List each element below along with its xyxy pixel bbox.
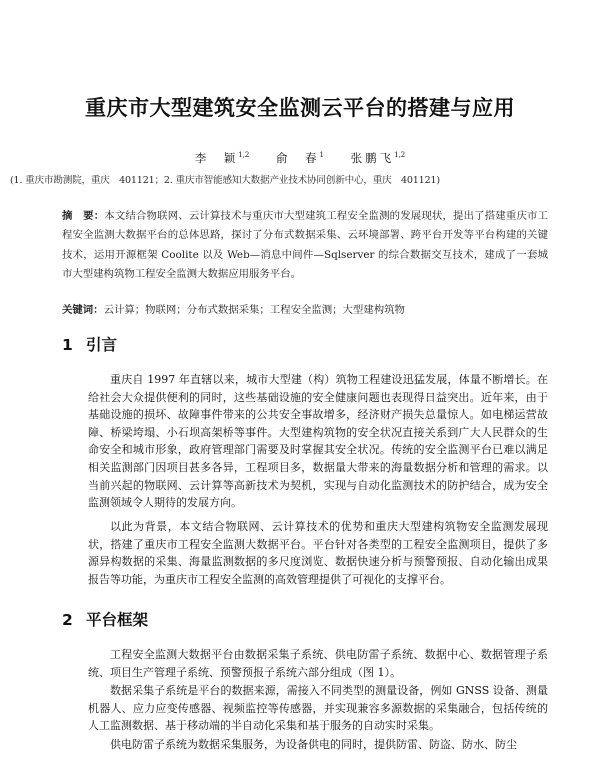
author-list <box>0 150 600 166</box>
author-affil-mark: 1 <box>319 151 324 160</box>
author-name: 俞 春 <box>276 151 320 165</box>
affiliation: (1. 重庆市勘测院，重庆 401121；2. 重庆市智能感知大数据产业技术协同创新中心，重庆 401121) <box>10 175 440 186</box>
body-paragraph: 重庆自 1997 年直辖以来，城市大型建（构）筑物工程建设迅猛发展，体量不断增长。在给社会大众提供便利的同时，这些基础设施的安全健康问题也表现得日益突出。近年来，由于基础设施的损坏、故障事件带来的公共安全事故增多，经济财产损失总量惊人。如电梯运营故障、桥梁垮塌、小石坝高架桥等事件。大型建构筑物的安全状况直接关系到广大人民群众的生命安全和城市形象，政府管理部门需要及时掌握其安全状况。传统的安全监测平台已难以满足相关监测部门因项目甚多各异，工程项目多，数据量大带来的海量数据分析和管理的需求。以当前兴起的物联网、云计算等高新技术为契机，实现与自动化监测技术的防护结合，成为安全监测领域令人期待的发展方向。 <box>88 373 548 510</box>
section-number: 1 <box>62 336 73 354</box>
body-paragraph: 数据采集子系统是平台的数据来源，需接入不同类型的测量设备，例如 GNSS 设备、测量机器人、应力应变传感器、视频监控等传感器，并实现兼容多源数据的采集融合，包括传统的人工监测数据、基于移动端的半自动化采集和基于服务的自动实时采集。 <box>88 684 548 733</box>
paper-title: 重庆市大型建筑安全监测云平台的搭建与应用 <box>85 96 515 120</box>
author-name: 张鹏飞 <box>350 151 395 165</box>
section-heading <box>62 333 117 355</box>
section-title: 平台框架 <box>86 611 149 629</box>
author-affil-mark: 1,2 <box>238 151 250 160</box>
body-paragraph: 工程安全监测大数据平台由数据采集子系统、供电防雷子系统、数据中心、数据管理子系统、项目生产管理子系统、预警预报子系统六部分组成（图 1）。 <box>88 648 548 679</box>
abstract-text: 本文结合物联网、云计算技术与重庆市大型建筑工程安全监测的发展现状，提出了搭建重庆市工程安全监测大数据平台的总体思路，探讨了分布式数据采集、云环境部署、跨平台开发等平台构建的关键技术，运用开源框架 Coolite 以及 Web—消息中间件—Sqlserver 的综合数据交互技术，建成了一套城市大型建构筑物工程安全监测大数据应用服务平台。 <box>62 210 549 280</box>
author-name: 李 颖 <box>194 151 239 165</box>
section-heading <box>62 608 148 630</box>
body-paragraph: 以此为背景，本文结合物联网、云计算技术的优势和重庆大型建构筑物安全监测发展现状，搭建了重庆市工程安全监测大数据平台。平台针对各类型的工程安全监测项目，提供了多源异构数据的采集、海量监测数据的多尺度浏览、数据快速分析与预警预报、自动化输出成果报告等功能，为重庆市工程安全监测的高效管理提供了可视化的支撑平台。 <box>88 520 548 586</box>
body-paragraph: 供电防雷子系统为数据采集服务，为设备供电的同时，提供防雷、防盗、防水、防尘 <box>110 738 517 751</box>
section-number: 2 <box>62 611 73 629</box>
abstract-label: 摘 要： <box>62 210 105 222</box>
section-title: 引言 <box>86 336 118 354</box>
keywords-label: 关键词： <box>62 304 104 316</box>
keywords-text: 云计算；物联网；分布式数据采集；工程安全监测；大型建构筑物 <box>103 304 405 316</box>
abstract <box>62 207 548 284</box>
author-affil-mark: 1,2 <box>394 151 406 160</box>
keywords <box>62 302 548 318</box>
